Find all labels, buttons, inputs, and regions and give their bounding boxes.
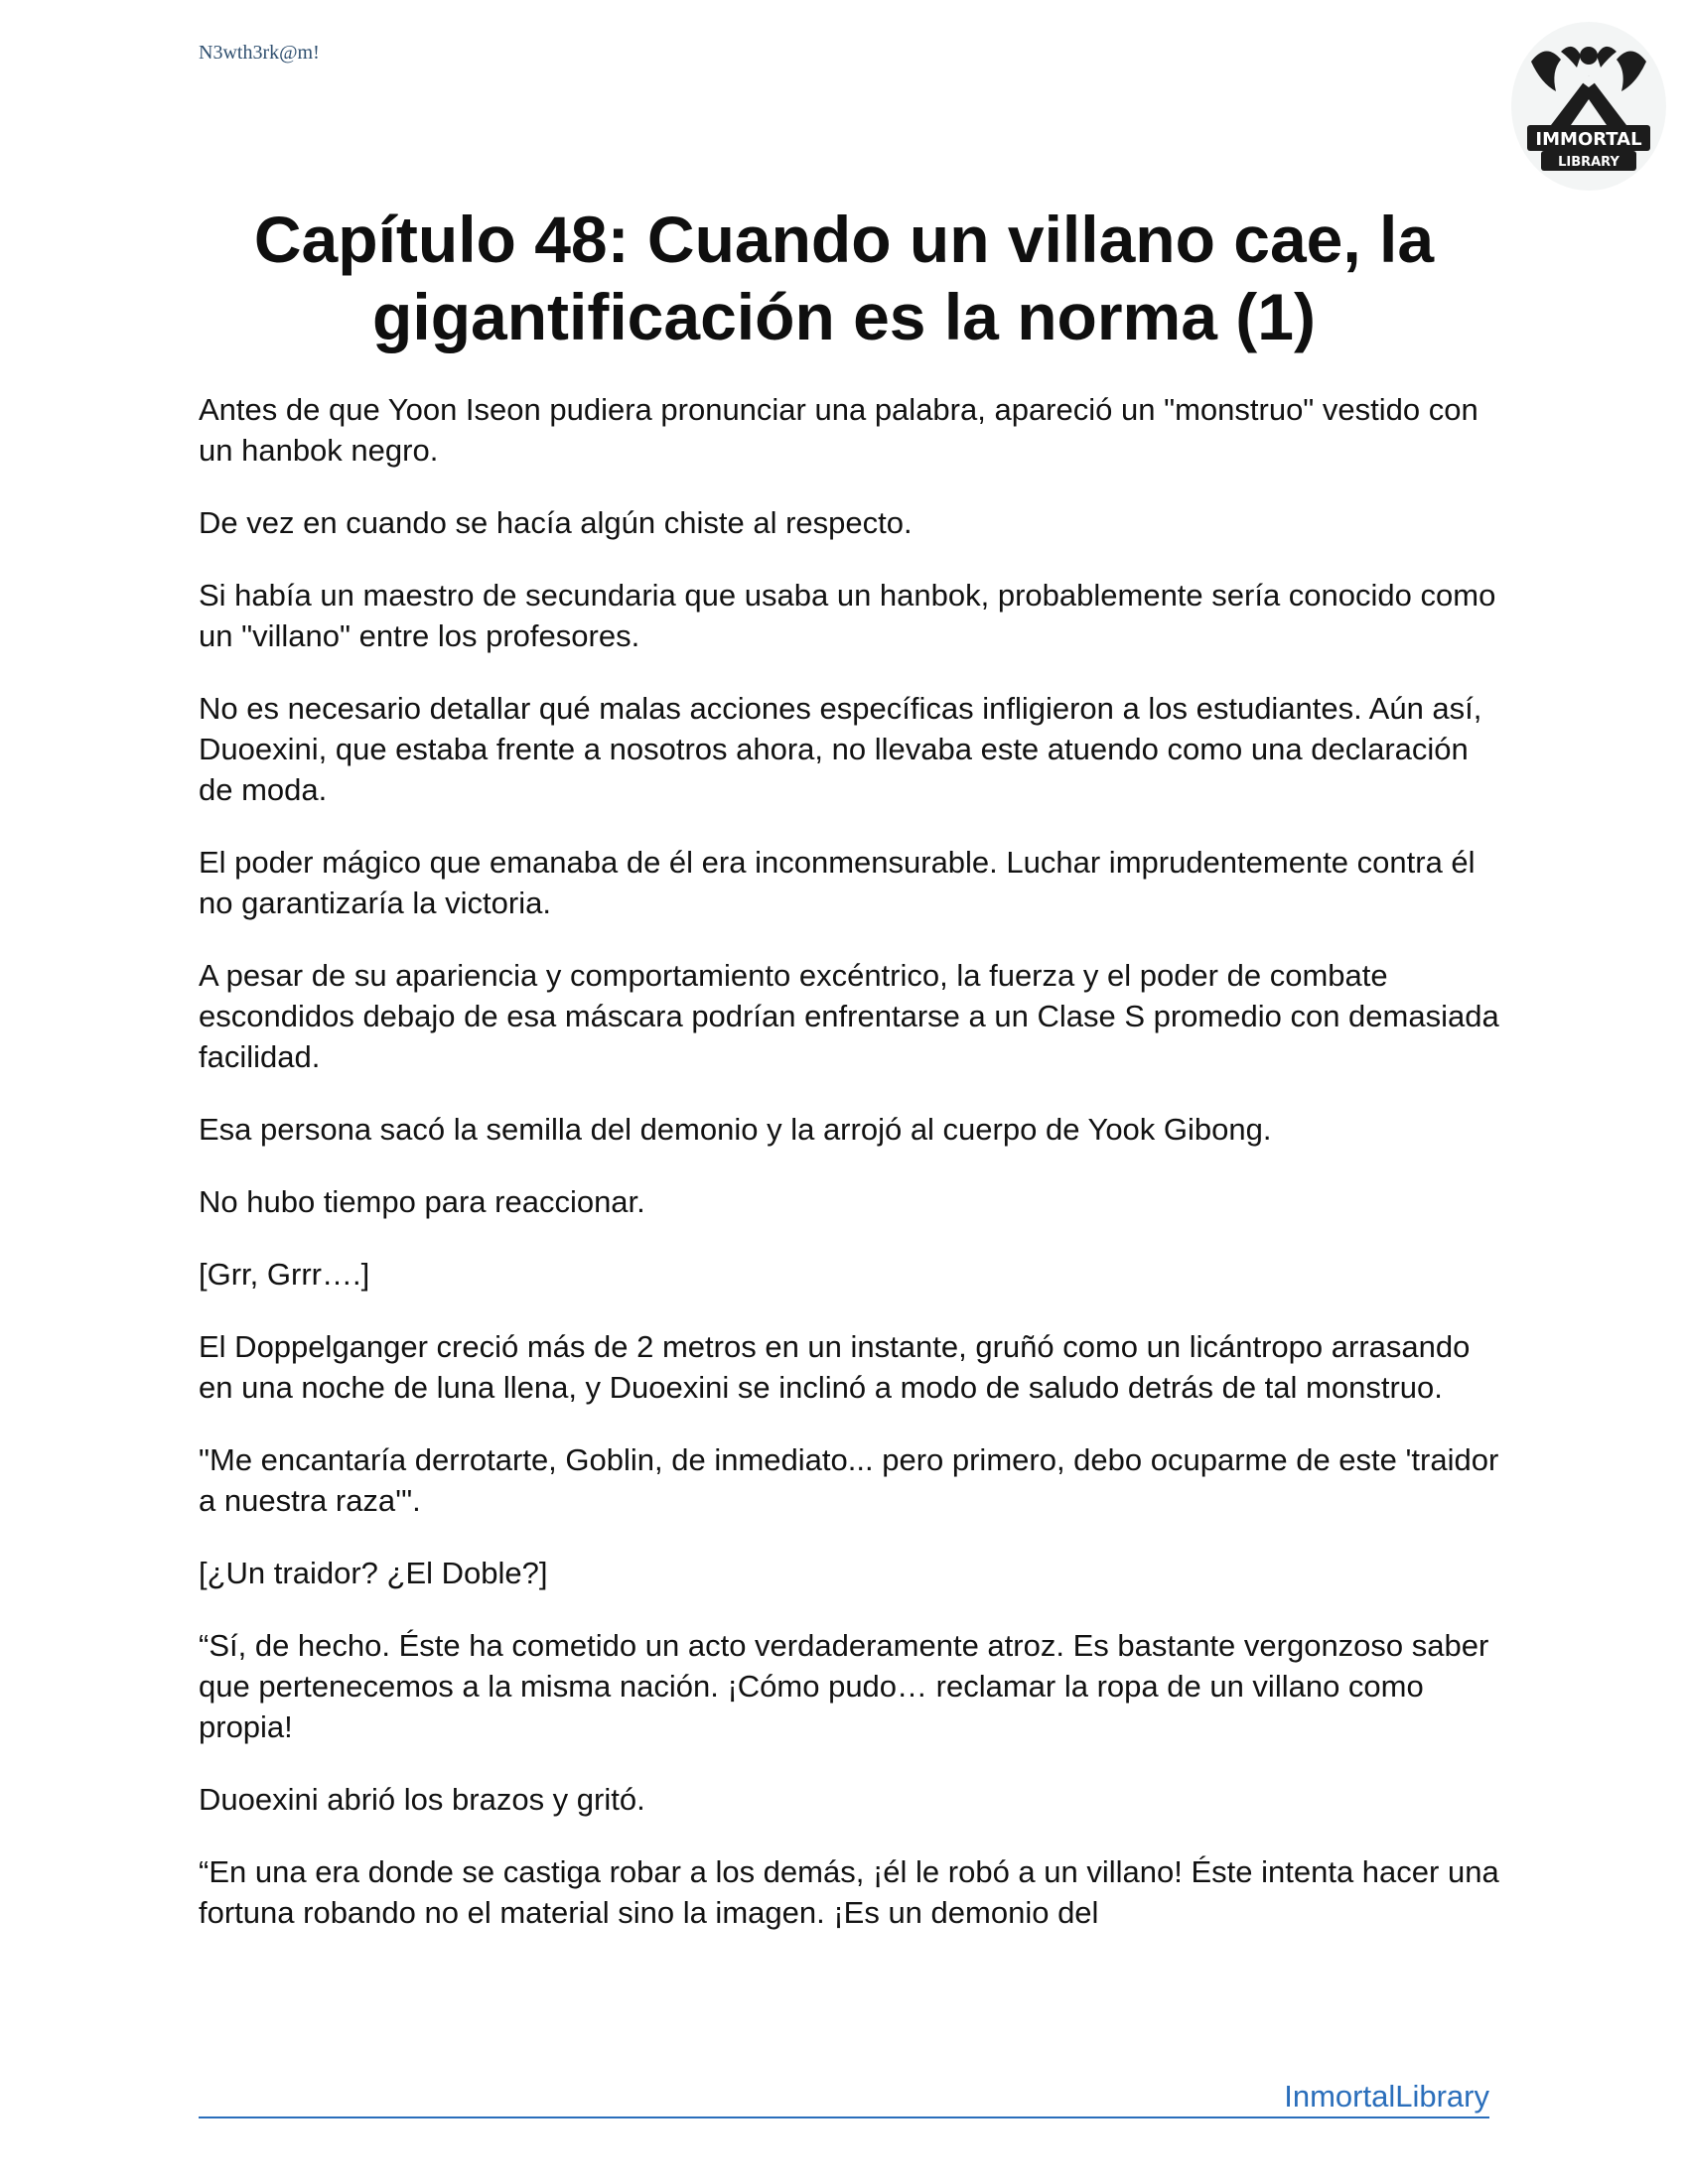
paragraph: “Sí, de hecho. Éste ha cometido un acto verdaderamente atroz. Es bastante vergonzoso saber que pertenecemos a la misma nación. ¡Cómo pudo… reclamar la ropa de un villano como propia! [199, 1628, 1489, 1744]
paragraph: Antes de que Yoon Iseon pudiera pronunciar una palabra, apareció un "monstruo" vestido con un hanbok negro. [199, 392, 1478, 468]
immortal-library-logo [1511, 22, 1666, 191]
paragraph: De vez en cuando se hacía algún chiste al respecto. [199, 505, 913, 540]
logo-text-immortal: IMMORTAL [1535, 129, 1642, 150]
footer-divider [199, 2116, 1489, 2118]
paragraph: El poder mágico que emanaba de él era inconmensurable. Luchar imprudentemente contra él no garantizaría la victoria. [199, 845, 1476, 920]
paragraph: "Me encantaría derrotarte, Goblin, de inmediato... pero primero, debo ocuparme de este 'traidor a nuestra raza'". [199, 1442, 1499, 1518]
paragraph: [Grr, Grrr….] [199, 1257, 370, 1292]
footer-library-link[interactable]: InmortalLibrary [1284, 2079, 1489, 2114]
paragraph: “En una era donde se castiga robar a los demás, ¡él le robó a un villano! Éste intenta hacer una fortuna robando no el material sino la imagen. ¡Es un demonio del [199, 1854, 1499, 1930]
paragraph: Esa persona sacó la semilla del demonio y la arrojó al cuerpo de Yook Gibong. [199, 1112, 1272, 1147]
paragraph: A pesar de su apariencia y comportamiento excéntrico, la fuerza y el poder de combate escondidos debajo de esa máscara podrían enfrentarse a un Clase S promedio con demasiada facilidad. [199, 958, 1499, 1074]
chapter-body [199, 389, 1499, 1965]
paragraph: No es necesario detallar qué malas acciones específicas infligieron a los estudiantes. Aún así, Duoexini, que estaba frente a nosotros ahora, no llevaba este atuendo como una declaración de moda. [199, 691, 1482, 807]
paragraph: No hubo tiempo para reaccionar. [199, 1184, 645, 1219]
paragraph: Duoexini abrió los brazos y gritó. [199, 1782, 645, 1817]
header-watermark: N3wth3rk@m! [199, 42, 320, 64]
logo-text-library: LIBRARY [1558, 155, 1619, 170]
chapter-title: Capítulo 48: Cuando un villano cae, la gigantificación es la norma (1) [253, 203, 1435, 353]
paragraph: Si había un maestro de secundaria que usaba un hanbok, probablemente sería conocido como un "villano" entre los profesores. [199, 578, 1496, 653]
paragraph: El Doppelganger creció más de 2 metros en un instante, gruñó como un licántropo arrasando en una noche de luna llena, y Duoexini se inclinó a modo de saludo detrás de tal monstruo. [199, 1329, 1471, 1405]
paragraph: [¿Un traidor? ¿El Doble?] [199, 1556, 548, 1590]
logo-emblem-icon [1511, 22, 1666, 191]
